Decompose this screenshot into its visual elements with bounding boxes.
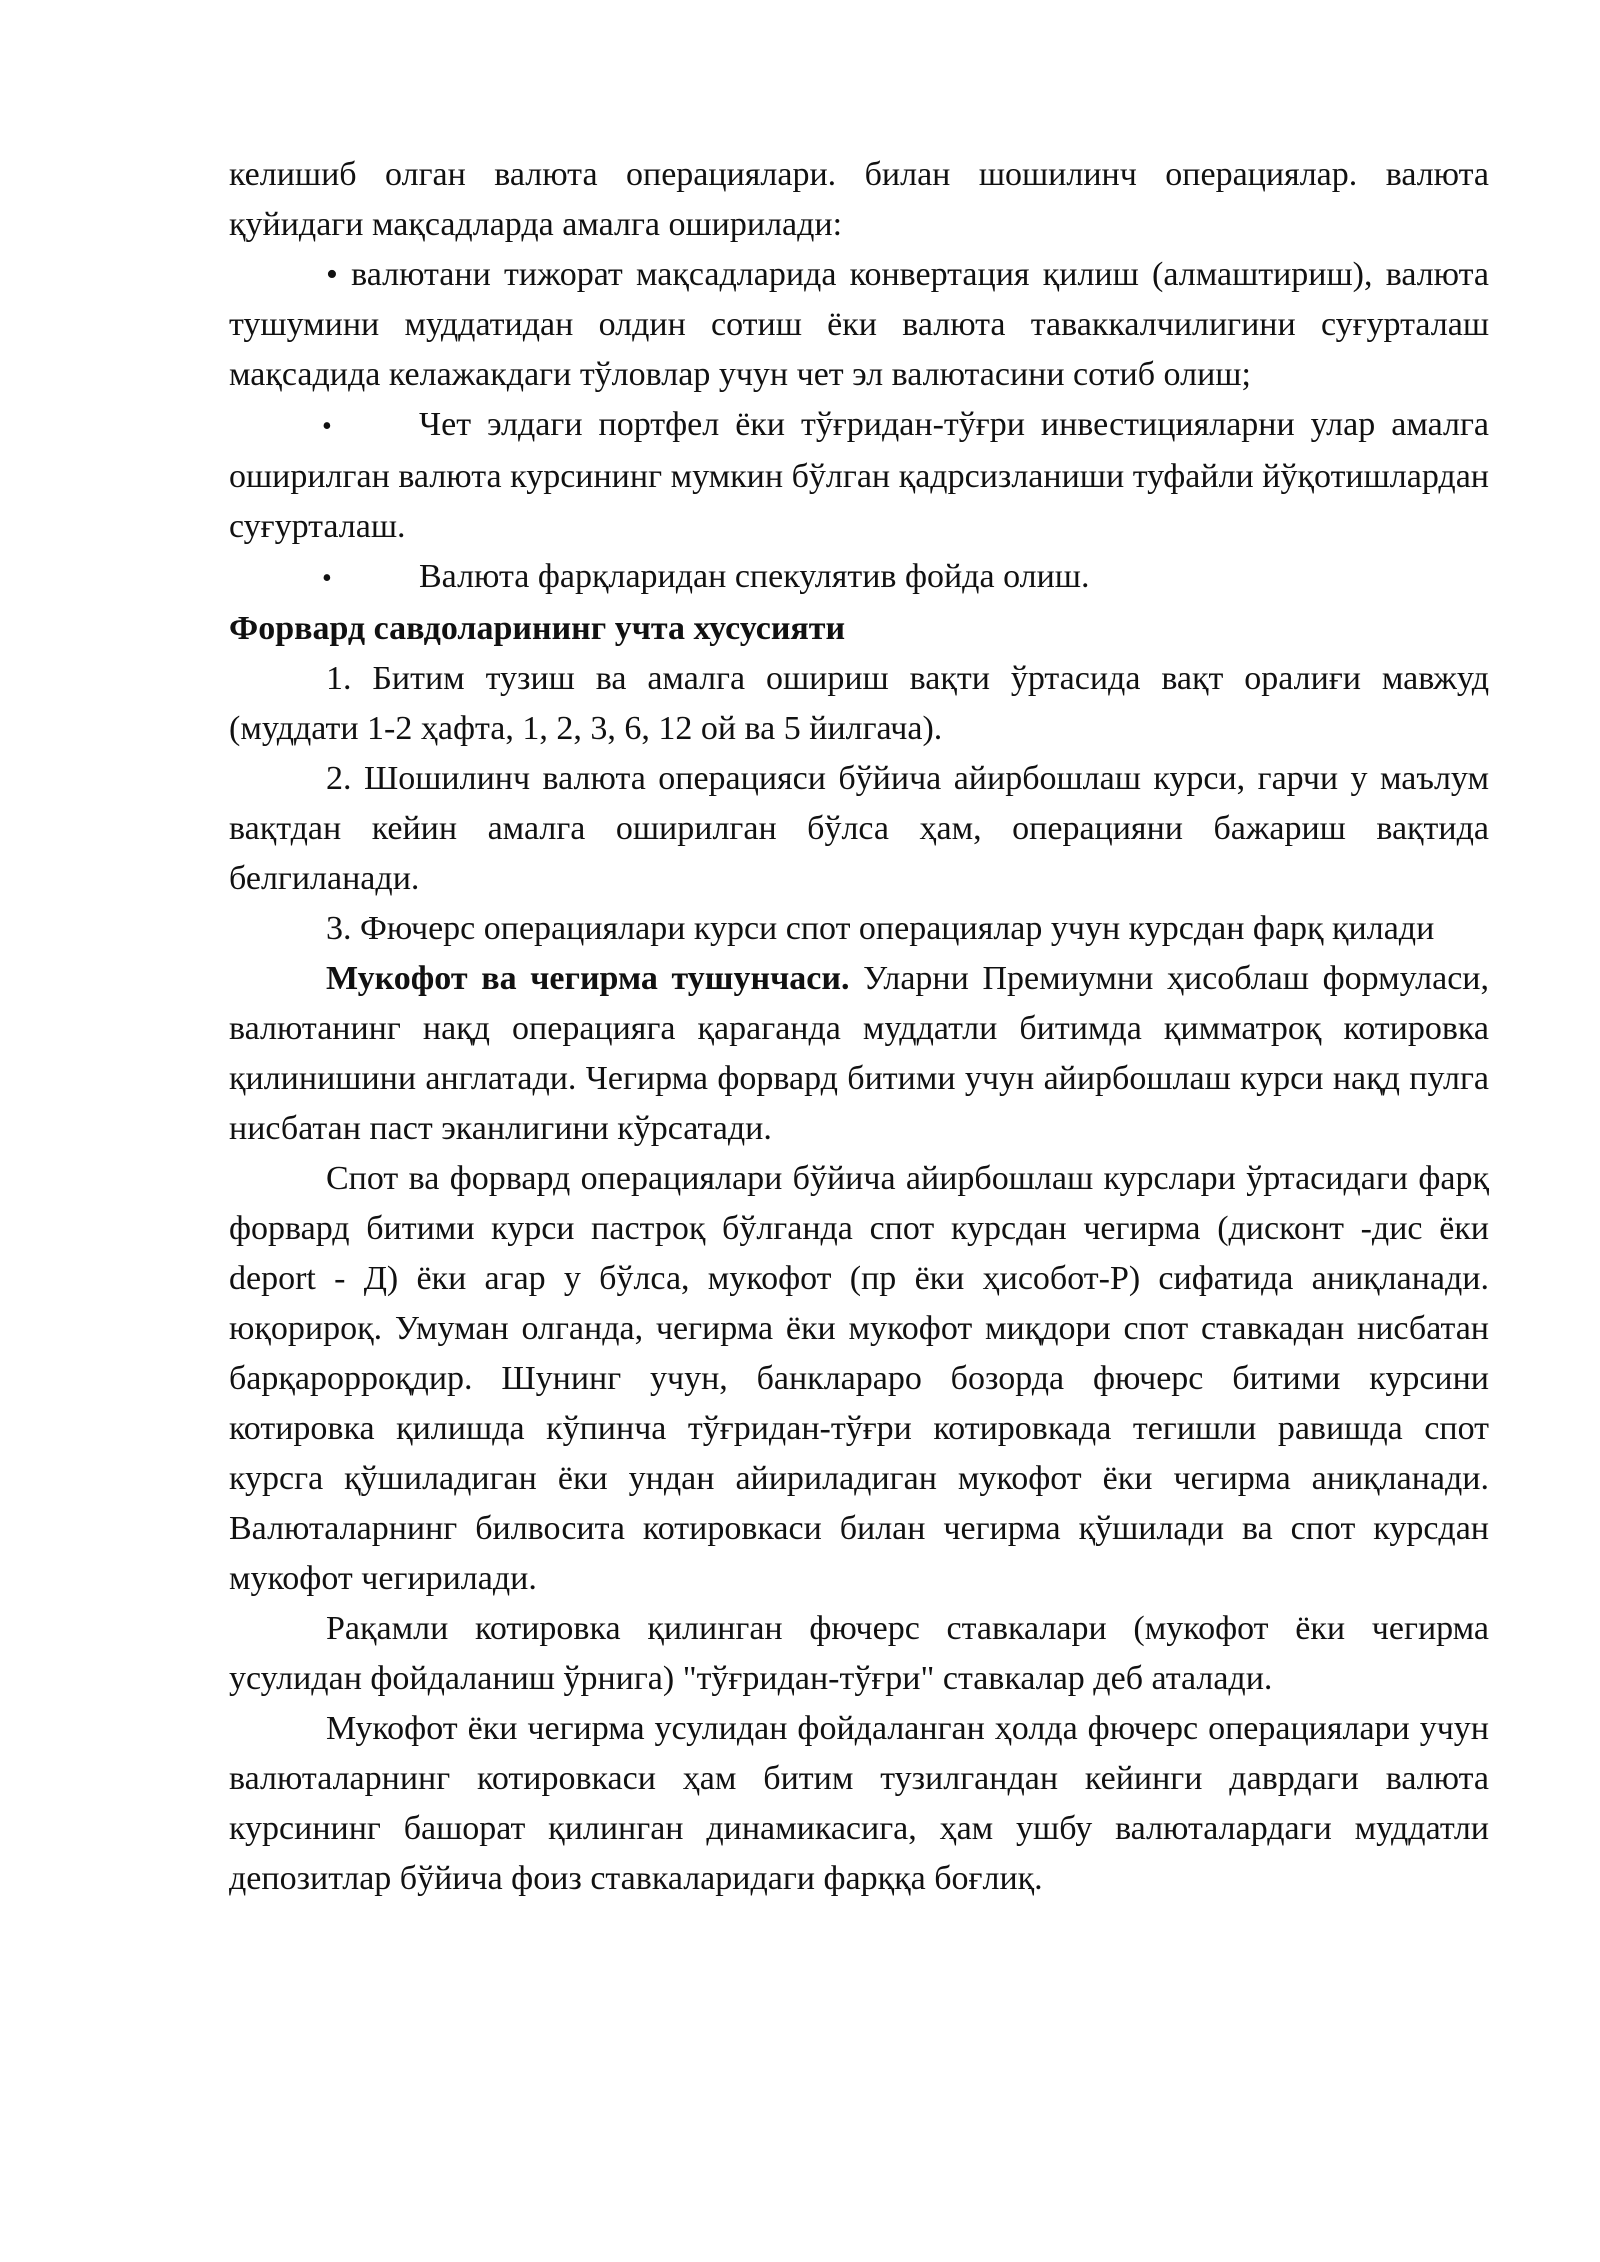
paragraph-intro: келишиб олган валюта операциялари. билан шошилинч операциялар. валюта қуйидаги мақсадларда амалга оширилади: bbox=[229, 156, 1489, 243]
numbered-item-1: 1. Битим тузиш ва амалга ошириш вақти ўртасида вақт оралиғи мавжуд (муддати 1-2 ҳафта, 1, 2, 3, 6, 12 ой ва 5 йилгача). bbox=[229, 660, 1489, 747]
paragraph-premium-discount-text: Уларни Премиумни ҳисоблаш формуласи, валютанинг нақд операцияга қараганда муддатли битимда қимматроқ котировка қилинишини англатади. Чегирма форвард битими учун айирбошлаш курси нақд пулга нисбатан паст эканлигини кўрсатади. bbox=[229, 960, 1489, 1147]
document-page bbox=[229, 150, 1489, 1904]
paragraph-spot-forward: Спот ва форвард операциялари бўйича айирбошлаш курслари ўртасидаги фарқ форвард битими курси пастроқ бўлганда спот курсдан чегирма (дисконт -дис ёки deport - Д) ёки агар у бўлса, мукофот (пр ёки ҳисобот-Р) сифатида аниқланади. юқорироқ. Умуман олганда, чегирма ёки мукофот миқдори спот ставкадан нисбатан барқарорроқдир. Шунинг учун, банклараро бозорда фючерс битими курсини котировка қилишда кўпинча тўғридан-тўғри котировкада тегишли равишда спот курсга қўшиладиган ёки ундан айириладиган мукофот ёки чегирма аниқланади. Валюталарнинг билвосита котировкаси билан чегирма қўшилади ва спот курсдан мукофот чегирилади. bbox=[229, 1160, 1489, 1597]
paragraph-direct-rates: Рақамли котировка қилинган фючерс ставкалари (мукофот ёки чегирма усулидан фойдаланиш ўрнига) "тўғридан-тўғри" ставкалар деб аталади. bbox=[229, 1610, 1489, 1697]
numbered-item-3: 3. Фючерс операциялари курси спот операциялар учун курсдан фарқ қилади bbox=[326, 910, 1435, 947]
bullet-insurance bbox=[229, 400, 1489, 552]
bullet-speculation bbox=[229, 552, 1489, 604]
numbered-item-2: 2. Шошилинч валюта операцияси бўйича айирбошлаш курси, гарчи у маълум вақтдан кейин амалга оширилган бўлса ҳам, операцияни бажариш вақтида белгиланади. bbox=[229, 760, 1489, 897]
paragraph-premium-discount bbox=[229, 954, 1489, 1154]
bullet-mark: • bbox=[322, 563, 332, 594]
term-premium-discount: Мукофот ва чегирма тушунчаси. bbox=[326, 960, 850, 997]
section-heading: Форвард савдоларининг учта хусусияти bbox=[229, 610, 846, 647]
paragraph-quotation-dependence: Мукофот ёки чегирма усулидан фойдаланган ҳолда фючерс операциялари учун валюталарнинг котировкаси ҳам битим тузилгандан кейинги даврдаги валюта курсининг башорат қилинган динамикасига, ҳам ушбу валюталардаги муддатли депозитлар бўйича фоиз ставкаларидаги фарққа боғлиқ. bbox=[229, 1710, 1489, 1897]
bullet-conversion: • валютани тижорат мақсадларида конвертация қилиш (алмаштириш), валюта тушумини муддатидан олдин сотиш ёки валюта таваккалчилигини суғурталаш мақсадида келажакдаги тўловлар учун чет эл валютасини сотиб олиш; bbox=[229, 256, 1489, 393]
bullet-speculation-text: Валюта фарқларидан спекулятив фойда олиш. bbox=[419, 558, 1090, 595]
bullet-insurance-text: Чет элдаги портфел ёки тўғридан-тўғри инвестицияларни улар амалга оширилган валюта курсининг мумкин бўлган қадрсизланиши туфайли йўқотишлардан суғурталаш. bbox=[229, 406, 1489, 545]
bullet-mark: • bbox=[322, 411, 332, 442]
